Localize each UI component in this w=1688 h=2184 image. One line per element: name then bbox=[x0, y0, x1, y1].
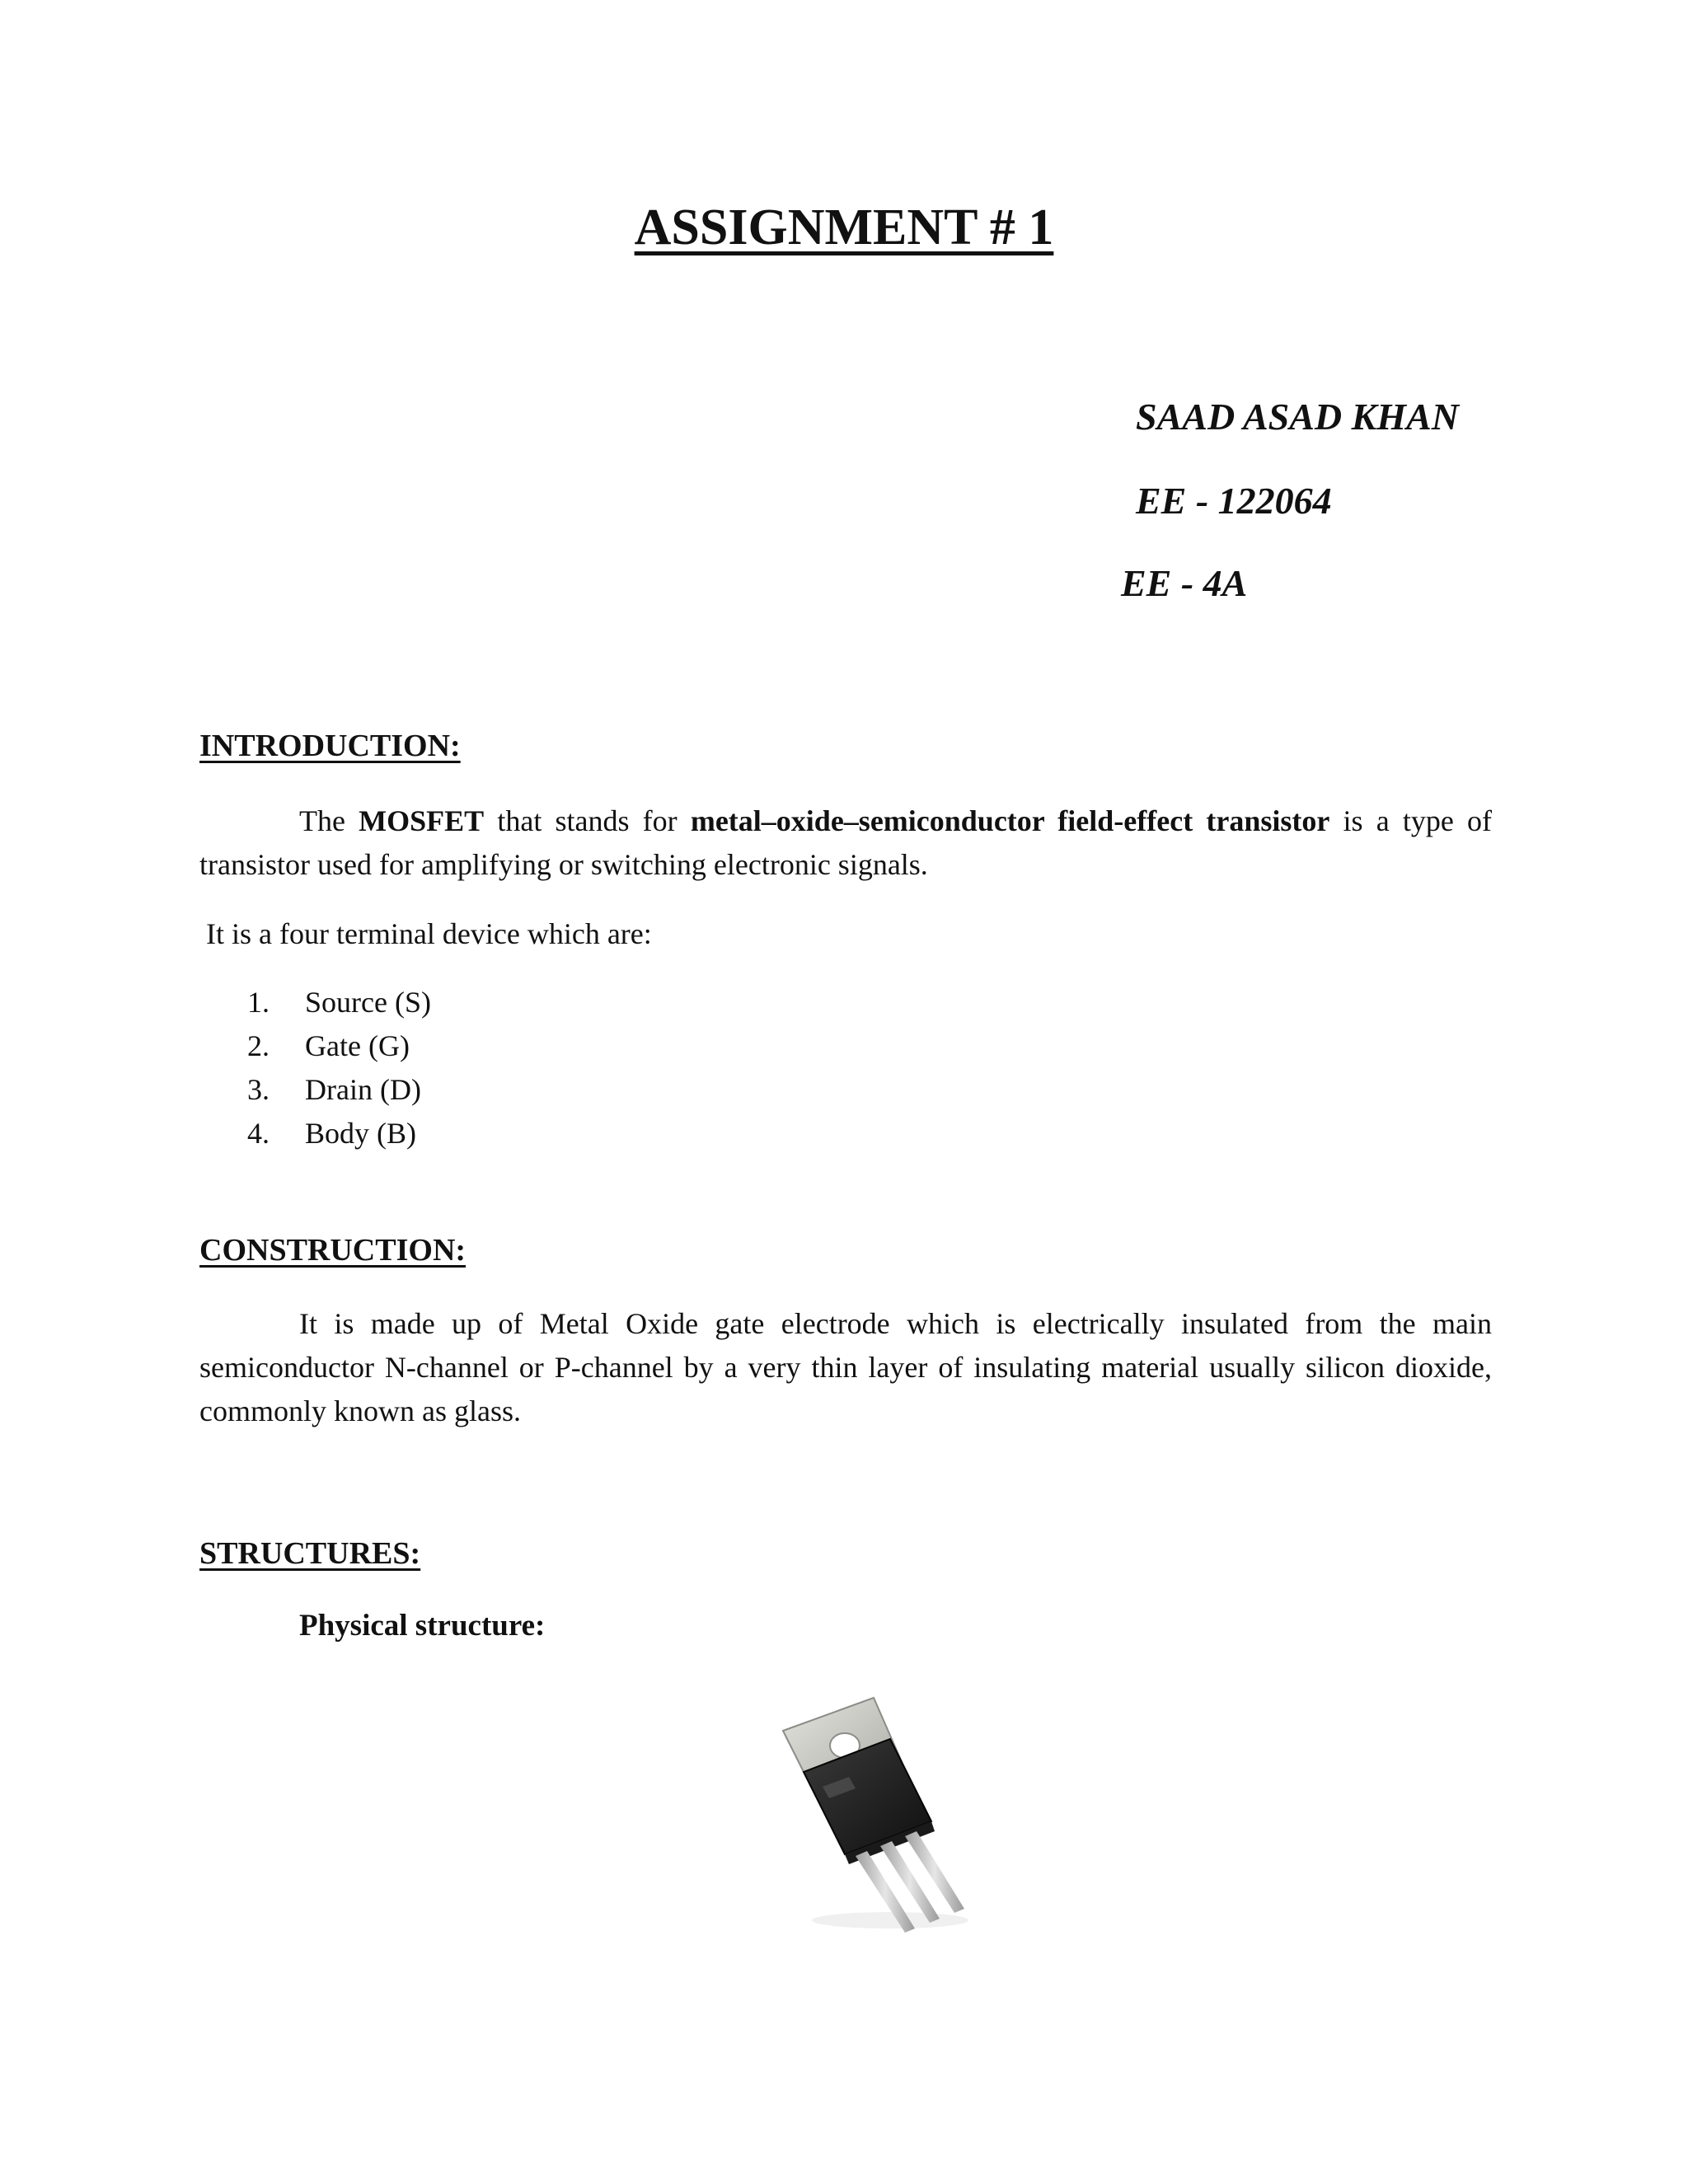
list-label: Drain (D) bbox=[305, 1073, 421, 1106]
roll-number: EE - 122064 bbox=[1136, 480, 1332, 522]
introduction-paragraph bbox=[199, 799, 1492, 887]
terminal-list bbox=[247, 981, 431, 1155]
physical-structure-subheading: Physical structure: bbox=[299, 1609, 546, 1643]
list-label: Source (S) bbox=[305, 986, 431, 1019]
author-name: SAAD ASAD KHAN bbox=[1136, 396, 1459, 438]
structures-heading: STRUCTURES: bbox=[199, 1536, 421, 1571]
shadow bbox=[812, 1912, 968, 1929]
list-label: Body (B) bbox=[305, 1117, 416, 1150]
mosfet-photo bbox=[758, 1681, 1022, 1945]
intro-text-2: that stands for bbox=[484, 804, 691, 837]
introduction-heading: INTRODUCTION: bbox=[199, 729, 461, 763]
list-number: 2. bbox=[247, 1029, 270, 1062]
intro-text-1: The bbox=[299, 804, 359, 837]
lead-gate bbox=[905, 1831, 964, 1913]
list-item bbox=[247, 1024, 431, 1068]
list-item bbox=[247, 981, 431, 1024]
page-title bbox=[0, 198, 1688, 257]
list-label: Gate (G) bbox=[305, 1029, 410, 1062]
list-item bbox=[247, 1112, 431, 1155]
construction-heading: CONSTRUCTION: bbox=[199, 1233, 467, 1268]
intro-bold-expansion: metal–oxide–semiconductor field-effect transistor bbox=[690, 804, 1330, 837]
list-item bbox=[247, 1068, 431, 1112]
list-number: 4. bbox=[247, 1117, 270, 1150]
lead-drain bbox=[880, 1841, 940, 1923]
section: EE - 4A bbox=[1121, 562, 1248, 604]
construction-paragraph: It is made up of Metal Oxide gate electrode which is electrically insulated from the main semiconductor N-channel or P-channel by a very thin layer of insulating material usually silicon dioxide, commonly known as glass. bbox=[199, 1307, 1492, 1427]
title-text: ASSIGNMENT # 1 bbox=[634, 199, 1054, 255]
list-number: 1. bbox=[247, 986, 270, 1019]
list-number: 3. bbox=[247, 1073, 270, 1106]
terminals-lead: It is a four terminal device which are: bbox=[206, 917, 652, 950]
intro-bold-mosfet: MOSFET bbox=[359, 804, 485, 837]
intro-text-3: is a type of transistor used for amplifying or switching electronic signals. bbox=[199, 804, 1493, 881]
